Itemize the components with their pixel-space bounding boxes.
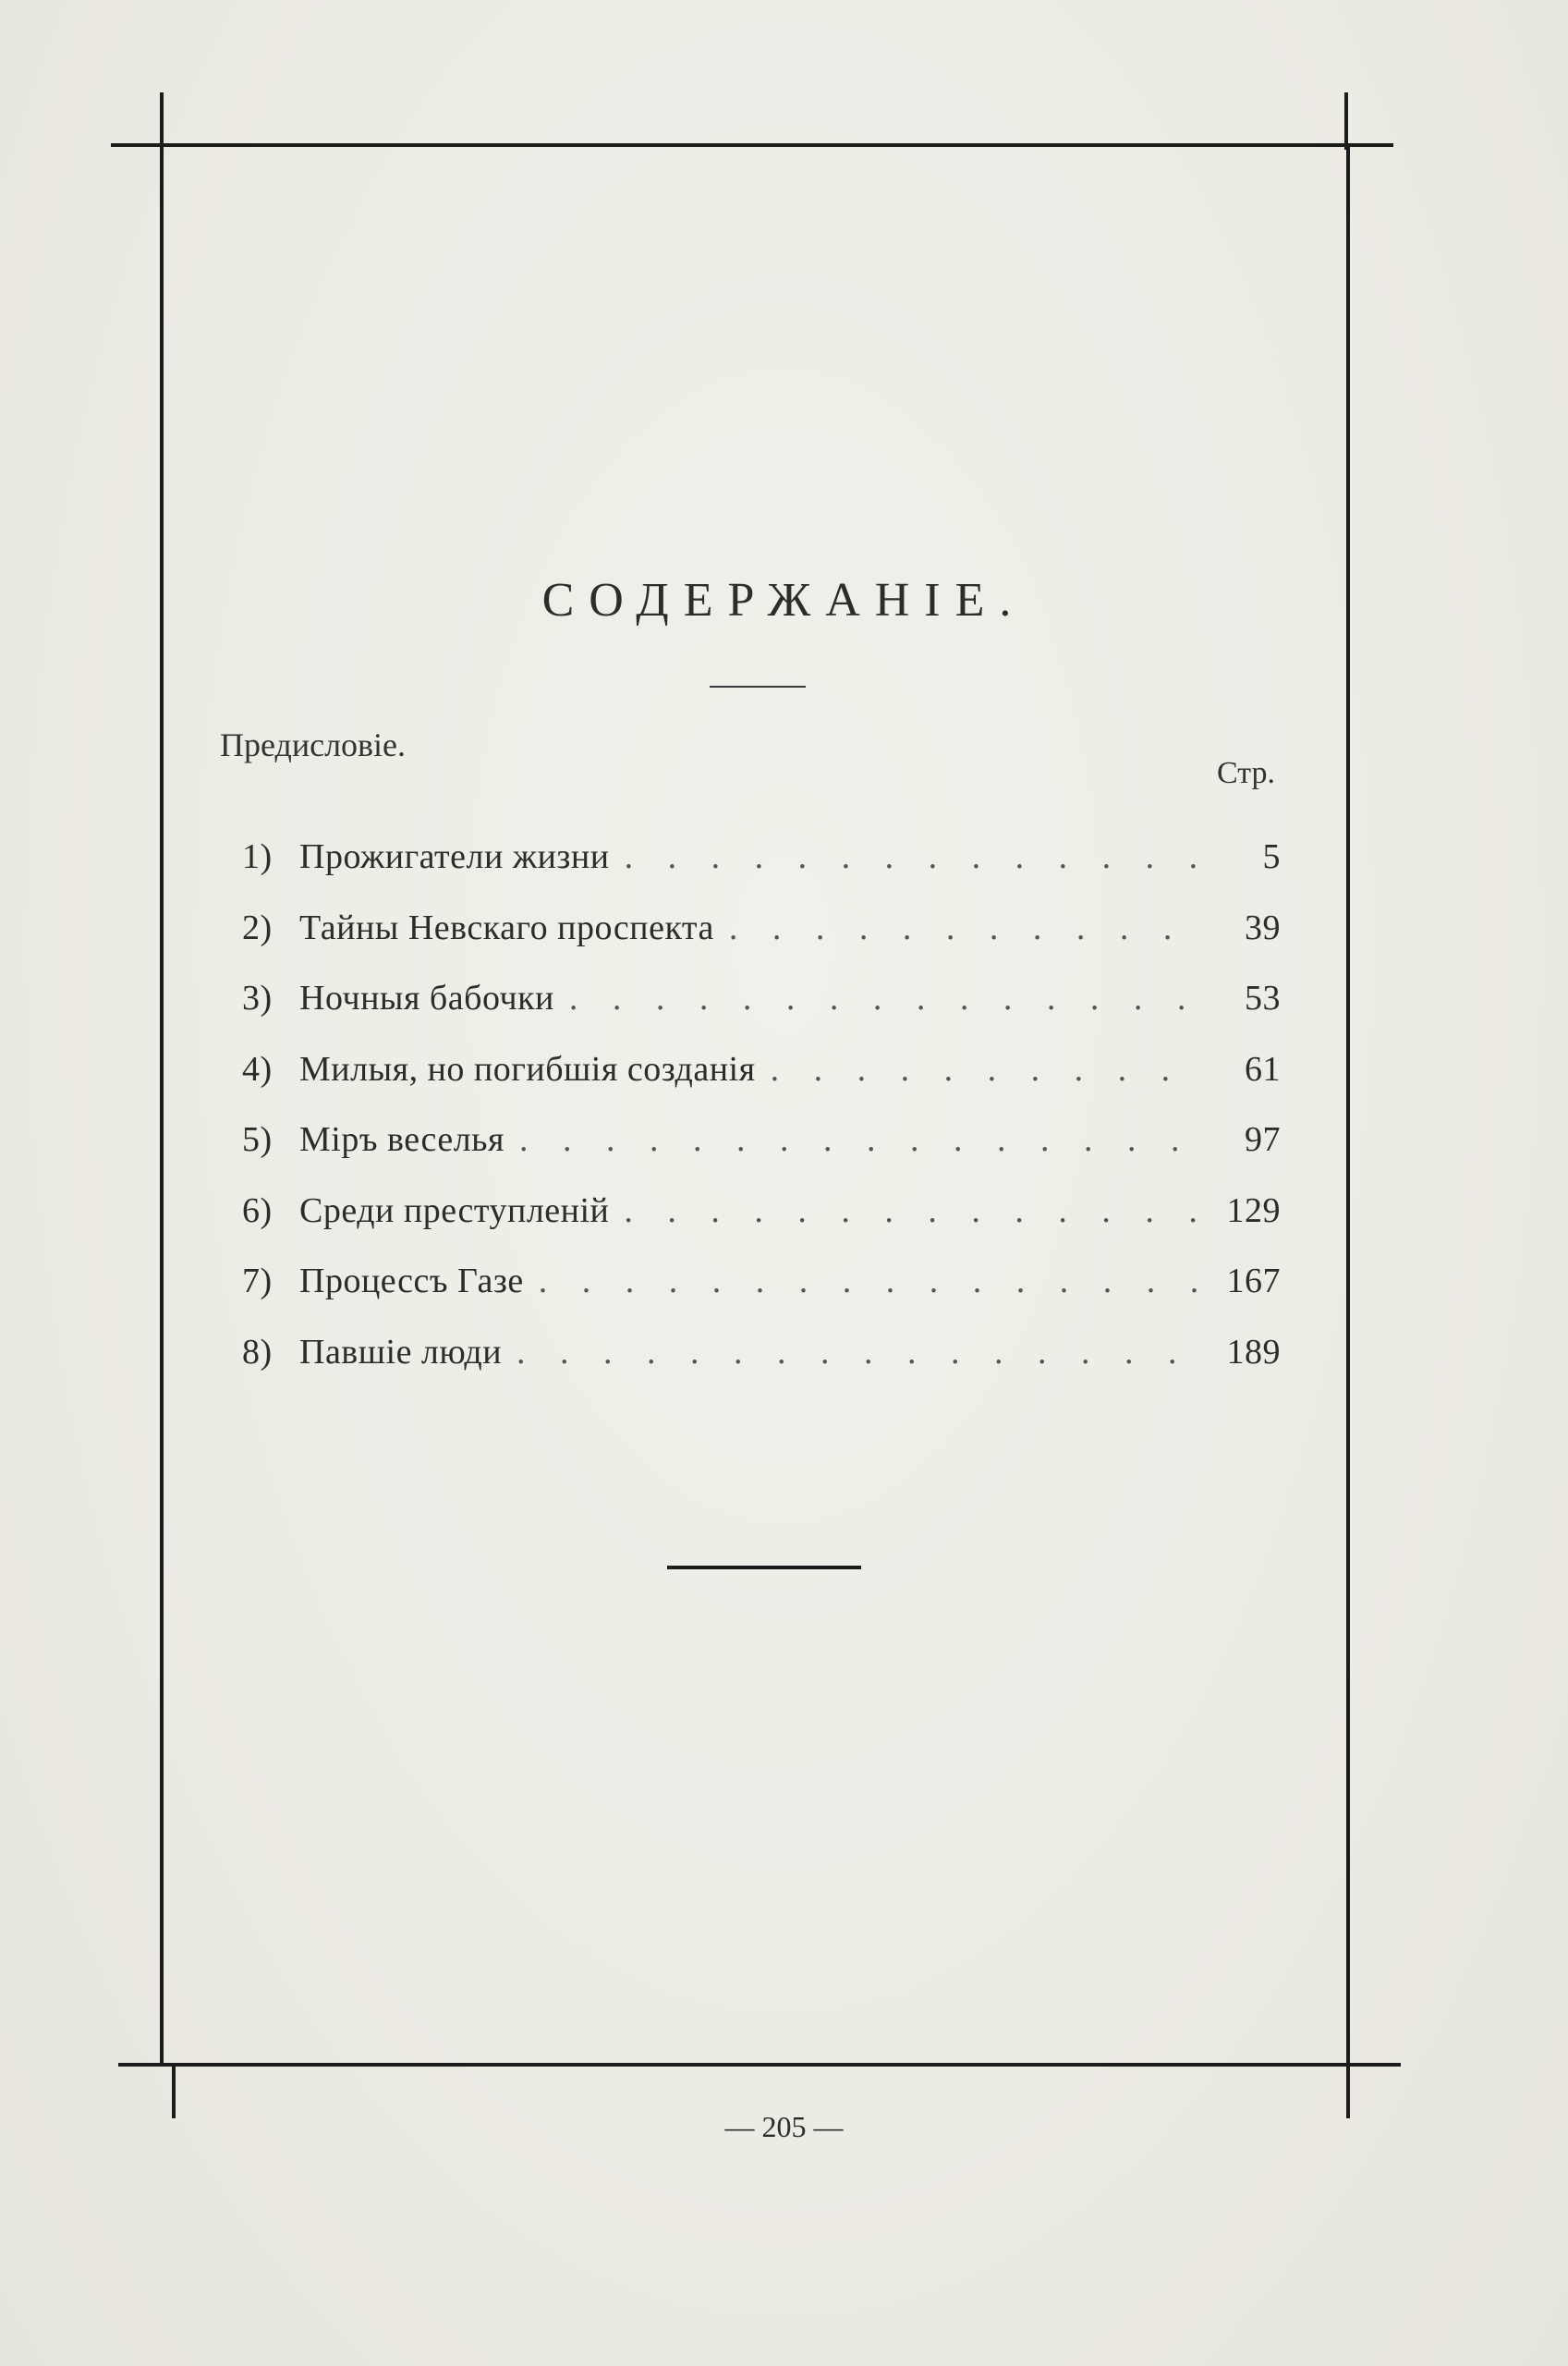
dot-leader xyxy=(625,836,1199,877)
page-title: СОДЕРЖАНІЕ. xyxy=(541,574,1027,627)
toc-number: 2) xyxy=(242,908,273,947)
toc-number: 4) xyxy=(242,1049,273,1089)
toc-row xyxy=(242,1190,1281,1262)
dot-leader xyxy=(729,908,1199,948)
toc-number: 1) xyxy=(242,837,273,876)
toc-title: Прожигатели жизни xyxy=(299,837,610,876)
toc-number: 3) xyxy=(242,979,273,1018)
toc-row xyxy=(242,908,1281,979)
toc-number: 7) xyxy=(242,1262,273,1300)
toc-row xyxy=(242,1049,1281,1120)
dot-leader xyxy=(624,1190,1199,1231)
toc-page-number: 97 xyxy=(1245,1120,1281,1159)
title-underline xyxy=(710,686,806,688)
toc-title: Ночныя бабочки xyxy=(299,979,554,1018)
page-column-label: Стр. xyxy=(1216,756,1275,790)
frame-left-tick-top xyxy=(160,92,164,150)
toc-row xyxy=(242,836,1281,908)
dot-leader xyxy=(569,978,1199,1018)
toc-title: Милыя, но погибшія созданія xyxy=(299,1049,756,1089)
toc-title: Міръ веселья xyxy=(299,1120,504,1159)
toc-page-number: 167 xyxy=(1226,1262,1281,1300)
toc-row xyxy=(242,1332,1281,1403)
toc-row xyxy=(242,1119,1281,1190)
toc-title: Процессъ Газе xyxy=(299,1262,524,1300)
toc-number: 5) xyxy=(242,1120,273,1159)
toc-row xyxy=(242,1261,1281,1332)
toc-page-number: 189 xyxy=(1226,1332,1281,1372)
frame-bottom-rule xyxy=(118,2063,1401,2067)
frame-right-rule xyxy=(1346,143,1350,2066)
toc-page-number: 5 xyxy=(1262,837,1281,876)
toc-page-number: 129 xyxy=(1226,1190,1281,1230)
dot-leader xyxy=(517,1332,1199,1372)
toc-page-number: 61 xyxy=(1245,1049,1281,1089)
toc-title: Среди преступленій xyxy=(299,1190,610,1230)
toc-page-number: 39 xyxy=(1245,908,1281,947)
frame-left-rule xyxy=(160,143,164,2066)
dot-leader xyxy=(539,1261,1199,1301)
table-of-contents xyxy=(242,836,1281,1402)
toc-row xyxy=(242,978,1281,1049)
frame-right-tick-top xyxy=(1344,92,1348,150)
end-of-contents-rule xyxy=(667,1566,861,1569)
toc-number: 6) xyxy=(242,1190,273,1230)
toc-title: Павшіе люди xyxy=(299,1332,503,1372)
toc-page-number: 53 xyxy=(1245,979,1281,1018)
preface-entry: Предисловіе. xyxy=(220,726,407,763)
frame-top-rule xyxy=(111,143,1393,147)
toc-title: Тайны Невскаго проспекта xyxy=(299,908,714,947)
page-number: — 205 — xyxy=(724,2110,844,2143)
dot-leader xyxy=(771,1049,1199,1090)
toc-number: 8) xyxy=(242,1332,273,1372)
dot-leader xyxy=(519,1119,1199,1160)
